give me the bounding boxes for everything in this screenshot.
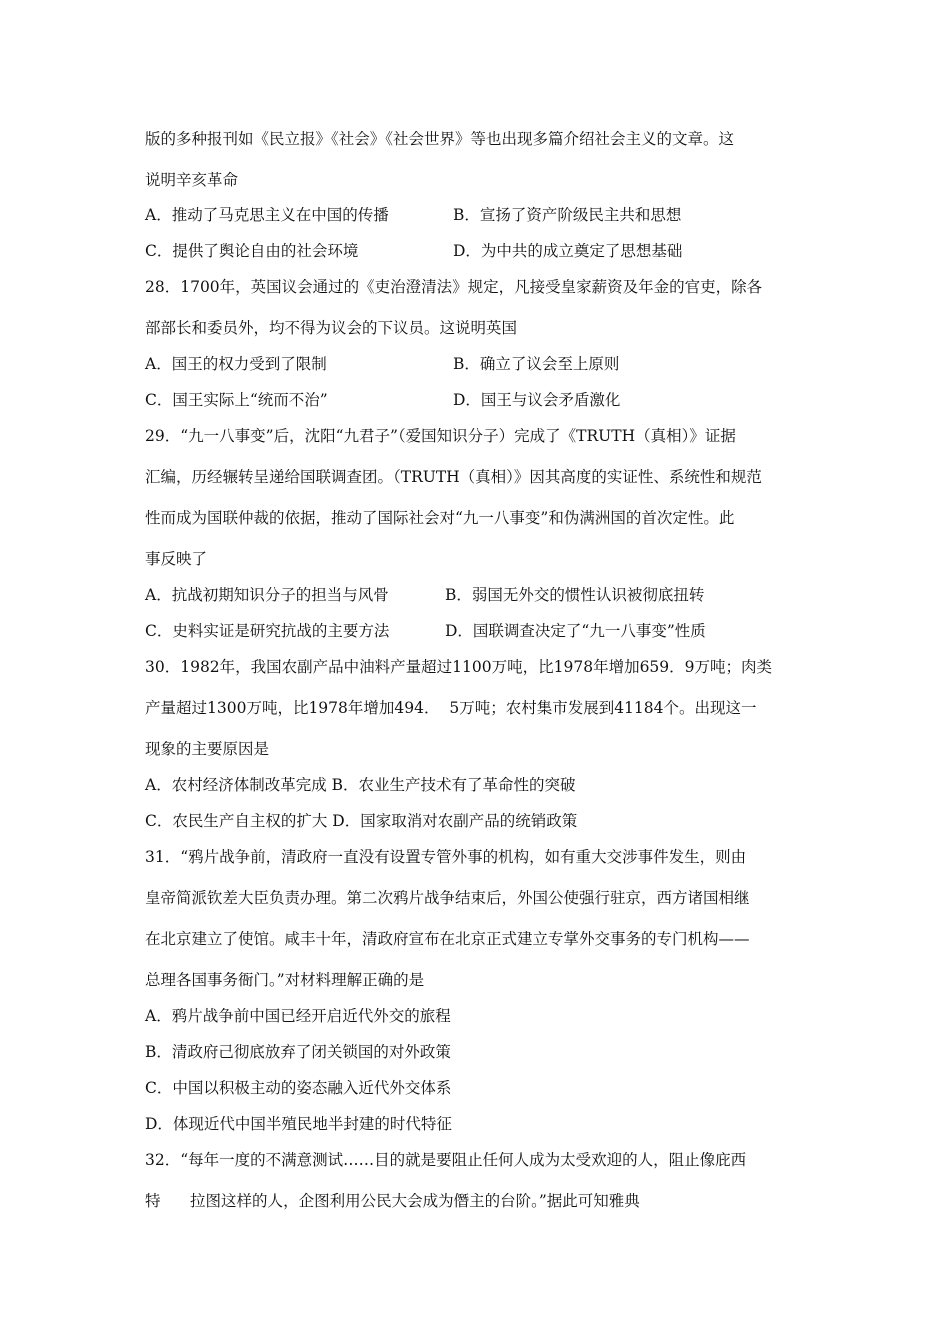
option-b: B．确立了议会至上原则: [453, 355, 620, 373]
option-cd: C．农民生产自主权的扩大 D．国家取消对农副产品的统销政策: [145, 812, 578, 830]
question-31: 31．“鸦片战争前，清政府一直没有设置专管外事的机构，如有重大交涉事件发生，则由: [145, 848, 747, 866]
option-b: B．宣扬了资产阶级民主共和思想: [453, 206, 682, 224]
option-a: A．推动了马克思主义在中国的传播: [145, 206, 389, 224]
text-line: 汇编，历经辗转呈递给国联调查团。（TRUTH（真相）》因其高度的实证性、系统性和规范: [145, 468, 762, 486]
text-line: 特 拉图这样的人，企图利用公民大会成为僭主的台阶。”据此可知雅典: [145, 1192, 640, 1210]
option-c: C．国王实际上“统而不治”: [145, 391, 328, 409]
text-line: 版的多种报刊如《民立报》《社会》《社会世界》等也出现多篇介绍社会主义的文章。这: [145, 130, 735, 148]
option-a: A．鸦片战争前中国已经开启近代外交的旅程: [145, 1007, 451, 1025]
text-line: 现象的主要原因是: [145, 740, 270, 758]
text-line: 总理各国事务衙门。”对材料理解正确的是: [145, 971, 425, 989]
question-28: 28．1700年，英国议会通过的《吏治澄清法》规定，凡接受皇家薪资及年金的官吏，除各: [145, 278, 763, 296]
question-30: 30．1982年，我国农副产品中油料产量超过1100万吨，比1978年增加659．9万吨；肉类: [145, 658, 773, 676]
option-c: C．提供了舆论自由的社会环境: [145, 242, 359, 260]
option-d: D．为中共的成立奠定了思想基础: [453, 242, 683, 260]
text-line: 事反映了: [145, 550, 208, 568]
option-a: A．国王的权力受到了限制: [145, 355, 327, 373]
option-d: D．体现近代中国半殖民地半封建的时代特征: [145, 1115, 452, 1133]
option-c: C．中国以积极主动的姿态融入近代外交体系: [145, 1079, 452, 1097]
text-line: 产量超过1300万吨，比1978年增加494． 5万吨；农村集市发展到41184个。出现这一: [145, 699, 757, 717]
text-line: 说明辛亥革命: [145, 171, 239, 189]
text-line: 皇帝简派钦差大臣负责办理。第二次鸦片战争结束后，外国公使强行驻京，西方诸国相继: [145, 889, 750, 907]
option-b: B．清政府己彻底放弃了闭关锁国的对外政策: [145, 1043, 451, 1061]
option-a: A．抗战初期知识分子的担当与风骨: [145, 586, 389, 604]
option-c: C．史料实证是研究抗战的主要方法: [145, 622, 390, 640]
text-line: 性而成为国联仲裁的依据，推动了国际社会对“九一八事变”和伪满洲国的首次定性。此: [145, 509, 735, 527]
text-line: 部部长和委员外，均不得为议会的下议员。这说明英国: [145, 319, 518, 337]
option-d: D．国联调查决定了“九一八事变”性质: [445, 622, 706, 640]
question-32: 32．“每年一度的不满意测试……目的就是要阻止任何人成为太受欢迎的人，阻止像庇西: [145, 1151, 747, 1169]
option-d: D．国王与议会矛盾激化: [453, 391, 621, 409]
option-b: B．弱国无外交的惯性认识被彻底扭转: [445, 586, 705, 604]
option-ab: A．农村经济体制改革完成 B．农业生产技术有了革命性的突破: [145, 776, 576, 794]
text-line: 在北京建立了使馆。咸丰十年，清政府宣布在北京正式建立专掌外交事务的专门机构——: [145, 930, 750, 948]
question-29: 29．“九一八事变”后，沈阳“九君子”（爱国知识分子）完成了《TRUTH（真相）》证据: [145, 427, 736, 445]
